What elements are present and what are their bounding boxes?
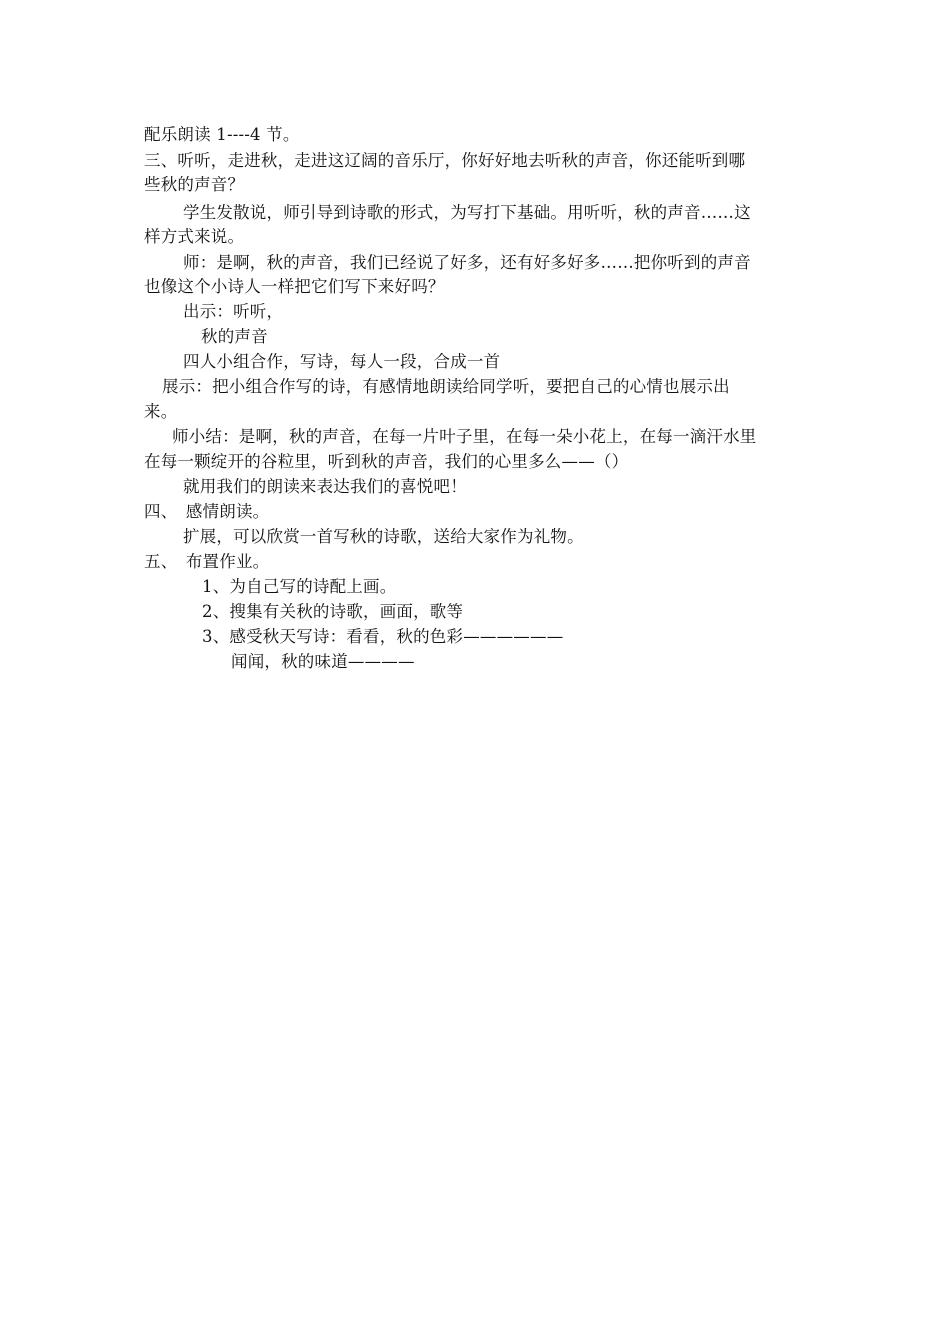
text-line-5: 样方式来说。 <box>144 227 245 246</box>
text-line-4: 学生发散说，师引导到诗歌的形式，为写打下基础。用听听，秋的声音……这 <box>183 203 751 222</box>
text-line-2: 三、听听，走进秋，走进这辽阔的音乐厅，你好好地去听秋的声音，你还能听到哪 <box>144 151 746 170</box>
text-line-9: 秋的声音 <box>201 327 268 346</box>
text-line-14: 在每一颗绽开的谷粒里，听到秋的声音，我们的心里多么——（） <box>144 452 629 471</box>
text-line-15: 就用我们的朗读来表达我们的喜悦吧！ <box>183 477 467 496</box>
text-line-20: 2、搜集有关秋的诗歌，画面，歌等 <box>202 602 464 621</box>
text-line-13: 师小结：是啊，秋的声音，在每一片叶子里，在每一朵小花上，在每一滴汗水里 <box>172 427 757 446</box>
text-line-7: 也像这个小诗人一样把它们写下来好吗？ <box>144 277 445 296</box>
text-line-22: 闻闻，秋的味道———— <box>231 652 415 671</box>
text-line-12: 来。 <box>144 402 178 421</box>
text-line-8: 出示：听听， <box>183 302 284 321</box>
text-line-16: 四、 感情朗读。 <box>144 502 270 521</box>
text-line-6: 师：是啊，秋的声音，我们已经说了好多，还有好多好多……把你听到的声音 <box>183 253 751 272</box>
text-line-11: 展示：把小组合作写的诗，有感情地朗读给同学听，要把自己的心情也展示出 <box>162 377 730 396</box>
text-line-10: 四人小组合作，写诗，每人一段，合成一首 <box>183 352 501 371</box>
text-line-18: 五、 布置作业。 <box>144 552 270 571</box>
text-line-19: 1、为自己写的诗配上画。 <box>202 577 397 596</box>
text-line-17: 扩展，可以欣赏一首写秋的诗歌，送给大家作为礼物。 <box>183 527 584 546</box>
text-line-3: 些秋的声音？ <box>144 175 245 194</box>
text-line-1: 配乐朗读 1----4 节。 <box>144 125 300 144</box>
text-line-21: 3、感受秋天写诗：看看，秋的色彩—————— <box>202 627 564 646</box>
